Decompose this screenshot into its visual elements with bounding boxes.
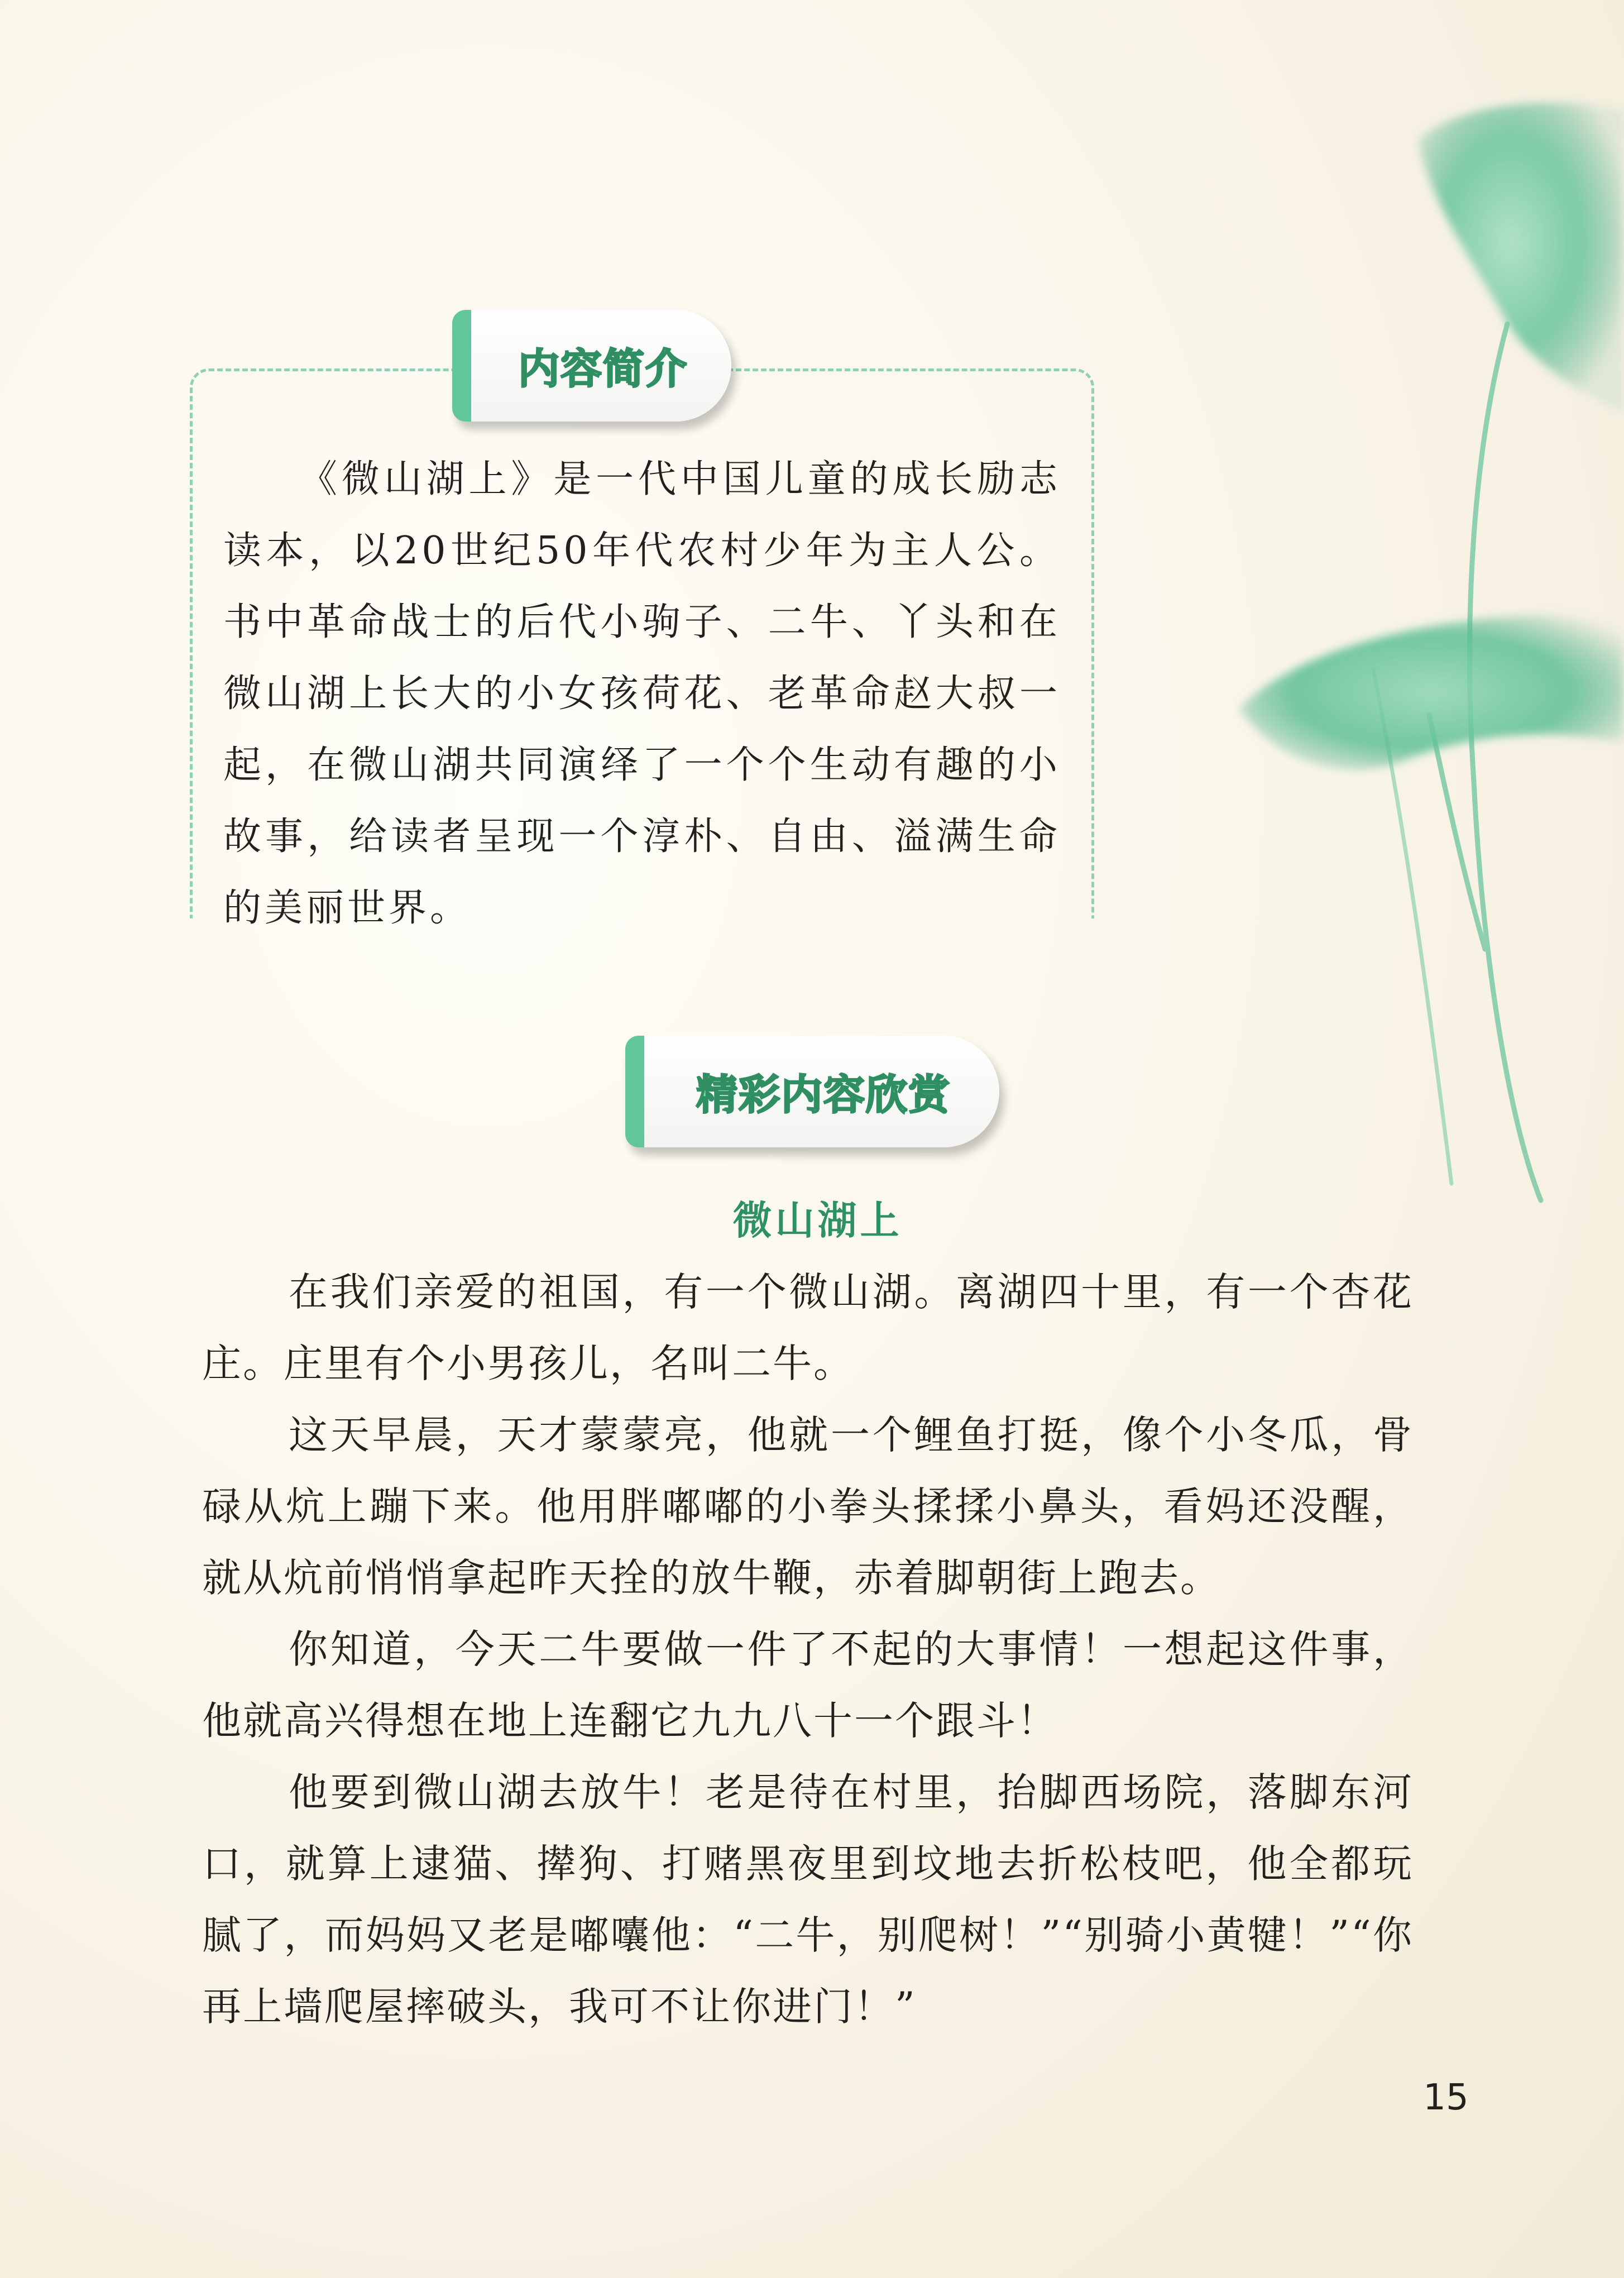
story-body — [202, 1256, 1414, 2042]
story-title: 微山湖上 — [732, 1198, 903, 1243]
lotus-leaf — [1239, 614, 1624, 770]
excerpt-heading-badge — [625, 1036, 999, 1147]
story-paragraph: 这天早晨，天才蒙蒙亮，他就一个鲤鱼打挺，像个小冬瓜，骨碌从炕上蹦下来。他用胖嘟嘟的小拳头揉揉小鼻头，看妈还没醒，就从炕前悄悄拿起昨天拴的放牛鞭，赤着脚朝街上跑去。 — [202, 1412, 1414, 1601]
intro-heading-badge — [452, 310, 731, 422]
lotus-leaf — [1418, 103, 1624, 413]
intro-body: 《微山湖上》是一代中国儿童的成长励志读本，以20世纪50年代农村少年为主人公。书中革命战士的后代小驹子、二牛、丫头和在微山湖上长大的小女孩荷花、老革命赵大叔一起，在微山湖共同演绎了一个个生动有趣的小故事，给读者呈现一个淳朴、自由、溢满生命的美丽世界。 — [223, 457, 1061, 930]
page-number: 15 — [1423, 2077, 1469, 2118]
story-paragraph: 他要到微山湖去放牛！老是待在村里，抬脚西场院，落脚东河口，就算上逮猫、撵狗、打赌黑夜里到坟地去折松枝吧，他全都玩腻了，而妈妈又老是嘟囔他：“二牛，别爬树！”“别骑小黄犍！”“你再上墙爬屋摔破头，我可不让你进门！” — [202, 1769, 1414, 2030]
excerpt-heading: 精彩内容欣赏 — [696, 1071, 951, 1119]
story-paragraph: 你知道，今天二牛要做一件了不起的大事情！一想起这件事，他就高兴得想在地上连翻它九九八十一个跟斗！ — [202, 1626, 1414, 1744]
story-paragraph: 在我们亲爱的祖国，有一个微山湖。离湖四十里，有一个杏花庄。庄里有个小男孩儿，名叫二牛。 — [202, 1269, 1414, 1386]
intro-heading: 内容简介 — [518, 345, 688, 393]
